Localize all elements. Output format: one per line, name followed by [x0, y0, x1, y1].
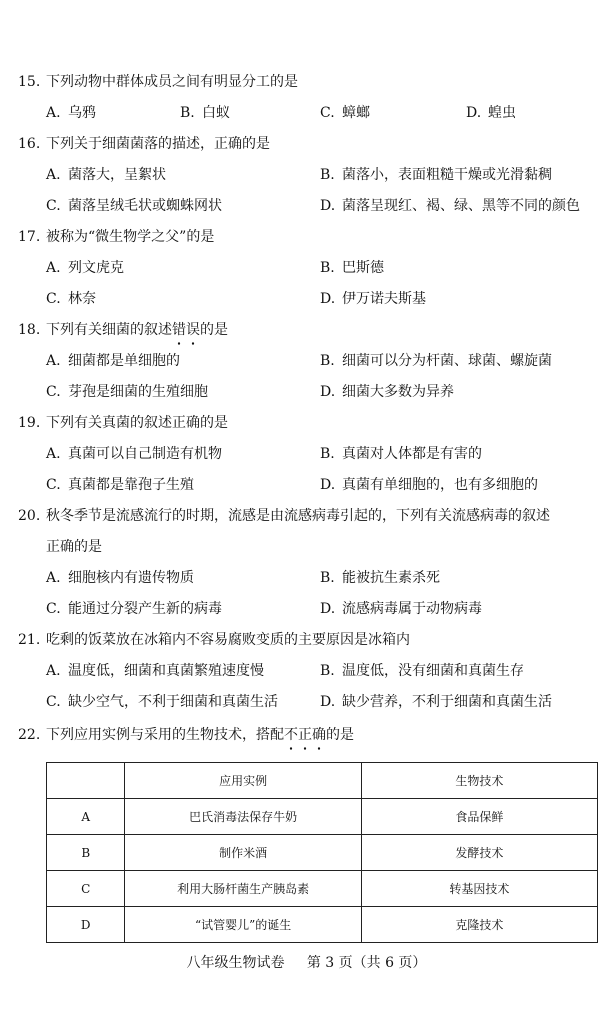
- question-22: 22. 下列应用实例与采用的生物技术，搭配不正确的是: [18, 727, 354, 743]
- table-header-cell: 生物技术: [361, 763, 597, 799]
- table-row: [47, 871, 598, 907]
- table-cell: 发酵技术: [361, 835, 597, 871]
- option-b: B. 白蚁: [180, 105, 230, 121]
- question-stem-continued: 正确的是: [46, 539, 102, 555]
- option-a: A. 细胞核内有遗传物质: [46, 570, 194, 586]
- option-c: C. 缺少空气，不利于细菌和真菌生活: [46, 694, 278, 710]
- option-b: B. 细菌可以分为杆菌、球菌、螺旋菌: [320, 353, 552, 369]
- option-b: B. 能被抗生素杀死: [320, 570, 440, 586]
- table-cell: 克隆技术: [361, 907, 597, 943]
- option-a: A. 列文虎克: [46, 260, 124, 276]
- question-number: 16.: [18, 136, 41, 152]
- table-cell: 食品保鲜: [361, 799, 597, 835]
- question-21: [18, 630, 608, 650]
- option-d: D. 流感病毒属于动物病毒: [320, 601, 482, 617]
- option-d: D. 蝗虫: [466, 105, 516, 121]
- option-b: B. 温度低，没有细菌和真菌生存: [320, 663, 524, 679]
- option-c: C. 蟑螂: [320, 105, 370, 121]
- table-cell: C: [47, 871, 125, 907]
- table-cell: A: [47, 799, 125, 835]
- table-row: [47, 907, 598, 943]
- footer-title: 八年级生物试卷: [186, 955, 285, 971]
- table-cell: 巴氏消毒法保存牛奶: [125, 799, 361, 835]
- question-stem: 吃剩的饭菜放在冰箱内不容易腐败变质的主要原因是冰箱内: [46, 632, 410, 648]
- table-row: [47, 835, 598, 871]
- emphasis-mark: 错误: [172, 322, 200, 338]
- question-17: [18, 227, 608, 247]
- footer-page-number: 第 3 页（共 6 页）: [306, 955, 427, 971]
- option-d: D. 真菌有单细胞的，也有多细胞的: [320, 477, 538, 493]
- application-table: [46, 762, 598, 943]
- question-number: 19.: [18, 415, 41, 431]
- emphasis-mark: 不正确: [284, 727, 326, 743]
- table-cell: 制作米酒: [125, 835, 361, 871]
- table-cell: D: [47, 907, 125, 943]
- option-a: A. 温度低，细菌和真菌繁殖速度慢: [46, 663, 264, 679]
- question-number: 18.: [18, 322, 41, 338]
- question-number: 15.: [18, 74, 41, 90]
- question-number: 21.: [18, 632, 41, 648]
- table-header-row: [47, 763, 598, 799]
- option-c: C. 芽孢是细菌的生殖细胞: [46, 384, 208, 400]
- question-stem: 秋冬季节是流感流行的时期，流感是由流感病毒引起的，下列有关流感病毒的叙述: [46, 508, 550, 524]
- option-a: A. 真菌可以自己制造有机物: [46, 446, 222, 462]
- question-stem: 下列有关细菌的叙述: [46, 322, 172, 338]
- table-cell: B: [47, 835, 125, 871]
- question-stem: 被称为“微生物学之父”的是: [46, 229, 215, 245]
- table-cell: 转基因技术: [361, 871, 597, 907]
- option-a: A. 菌落大，呈絮状: [46, 167, 166, 183]
- option-d: D. 缺少营养，不利于细菌和真菌生活: [320, 694, 552, 710]
- question-16: [18, 134, 608, 154]
- option-b: B. 菌落小，表面粗糙干燥或光滑黏稠: [320, 167, 552, 183]
- question-stem: 下列动物中群体成员之间有明显分工的是: [46, 74, 298, 90]
- question-19: [18, 413, 608, 433]
- option-c: C. 能通过分裂产生新的病毒: [46, 601, 222, 617]
- table-row: [47, 799, 598, 835]
- option-a: A. 乌鸦: [46, 105, 96, 121]
- question-stem: 下列应用实例与采用的生物技术，搭配: [46, 727, 284, 743]
- option-d: D. 伊万诺夫斯基: [320, 291, 426, 307]
- question-number: 20.: [18, 508, 41, 524]
- option-b: B. 真菌对人体都是有害的: [320, 446, 482, 462]
- option-d: D. 菌落呈现红、褐、绿、黑等不同的颜色: [320, 198, 580, 214]
- question-stem: 下列有关真菌的叙述正确的是: [46, 415, 228, 431]
- question-18: 18. 下列有关细菌的叙述错误的是: [18, 322, 228, 338]
- table-cell: 利用大肠杆菌生产胰岛素: [125, 871, 361, 907]
- table-cell: “试管婴儿”的诞生: [125, 907, 361, 943]
- option-b: B. 巴斯德: [320, 260, 384, 276]
- table-header-cell: 应用实例: [125, 763, 361, 799]
- question-number: 22.: [18, 727, 41, 743]
- question-15: [18, 72, 608, 92]
- page-footer: [0, 952, 613, 972]
- option-d: D. 细菌大多数为异养: [320, 384, 454, 400]
- question-20: [18, 506, 608, 526]
- option-c: C. 菌落呈绒毛状或蜘蛛网状: [46, 198, 222, 214]
- option-a: A. 细菌都是单细胞的: [46, 353, 180, 369]
- option-c: C. 真菌都是靠孢子生殖: [46, 477, 194, 493]
- question-stem: 下列关于细菌菌落的描述，正确的是: [46, 136, 270, 152]
- table-header-cell: [47, 763, 125, 799]
- question-number: 17.: [18, 229, 41, 245]
- option-c: C. 林奈: [46, 291, 96, 307]
